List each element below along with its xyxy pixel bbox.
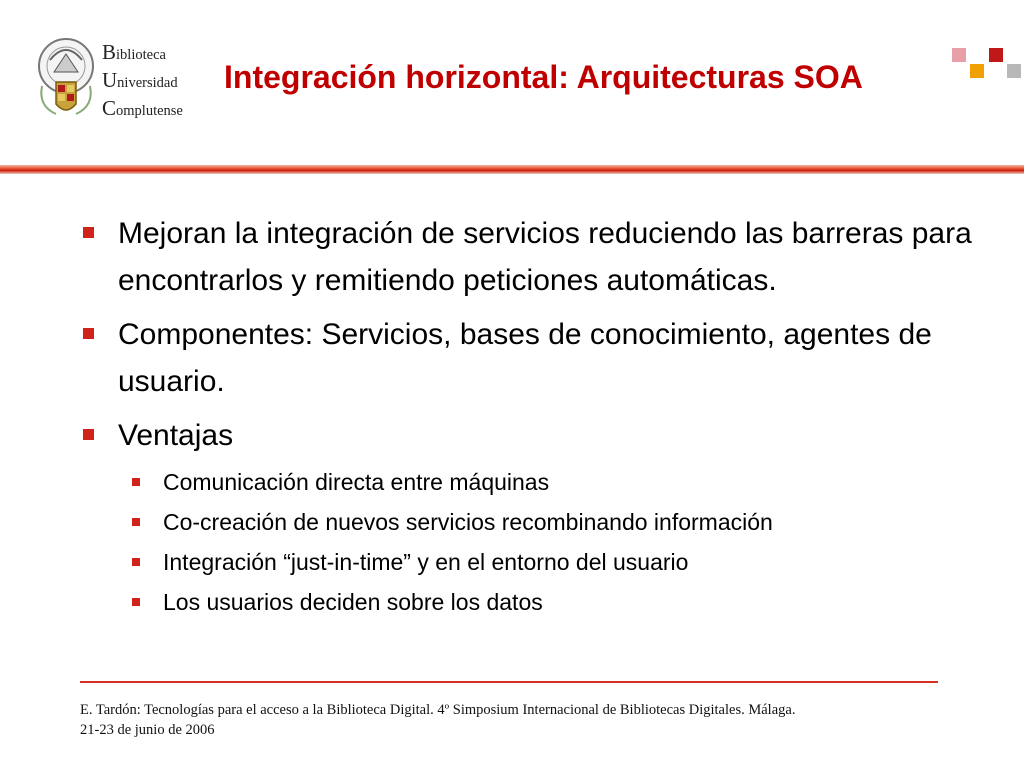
title-divider — [0, 165, 1024, 174]
sub-bullet-text: Comunicación directa entre máquinas — [163, 469, 550, 495]
sub-bullet-item — [118, 547, 980, 577]
sub-bullet-list — [118, 467, 980, 617]
sub-bullet-item — [118, 587, 980, 617]
university-seal-icon — [36, 36, 100, 120]
bullet-text: Componentes: Servicios, bases de conocimiento, agentes de usuario. — [118, 318, 932, 398]
bullet-list — [80, 210, 980, 627]
footer-divider — [80, 681, 938, 683]
bullet-item — [80, 311, 980, 405]
logo-text-1: iblioteca — [116, 47, 166, 63]
sub-bullet-square-icon — [132, 558, 140, 566]
logo-cap-3: C — [102, 96, 117, 120]
footer-citation — [80, 700, 950, 740]
sub-bullet-item — [118, 507, 980, 537]
sub-bullet-square-icon — [132, 478, 140, 486]
sub-bullet-text: Co-creación de nuevos servicios recombinando información — [163, 509, 773, 535]
sub-bullet-item — [118, 467, 980, 497]
library-logo — [36, 36, 206, 122]
bullet-square-icon — [83, 429, 94, 440]
sub-bullet-text: Integración “just-in-time” y en el entorno del usuario — [163, 549, 689, 575]
logo-text-2: niversidad — [117, 75, 178, 91]
bullet-item — [80, 412, 980, 617]
sub-bullet-text: Los usuarios deciden sobre los datos — [163, 589, 543, 615]
bullet-text: Mejoran la integración de servicios reduciendo las barreras para encontrarlos y remitiendo peticiones automáticas. — [118, 217, 972, 297]
footer-line-1: E. Tardón: Tecnologías para el acceso a la Biblioteca Digital. 4º Simposium Internacional de Bibliotecas Digitales. Málaga. — [80, 702, 796, 718]
logo-cap-2: U — [102, 68, 118, 92]
logo-text-3: omplutense — [116, 103, 183, 119]
footer-line-2: 21-23 de junio de 2006 — [80, 722, 215, 738]
library-name — [102, 40, 183, 124]
sub-bullet-square-icon — [132, 518, 140, 526]
bullet-square-icon — [83, 328, 94, 339]
logo-cap-1: B — [102, 40, 117, 64]
bullet-text: Ventajas — [118, 419, 234, 452]
slide-title: Integración horizontal: Arquitecturas SOA — [224, 59, 863, 95]
bullet-square-icon — [83, 227, 94, 238]
bullet-item — [80, 210, 980, 304]
sub-bullet-square-icon — [132, 598, 140, 606]
